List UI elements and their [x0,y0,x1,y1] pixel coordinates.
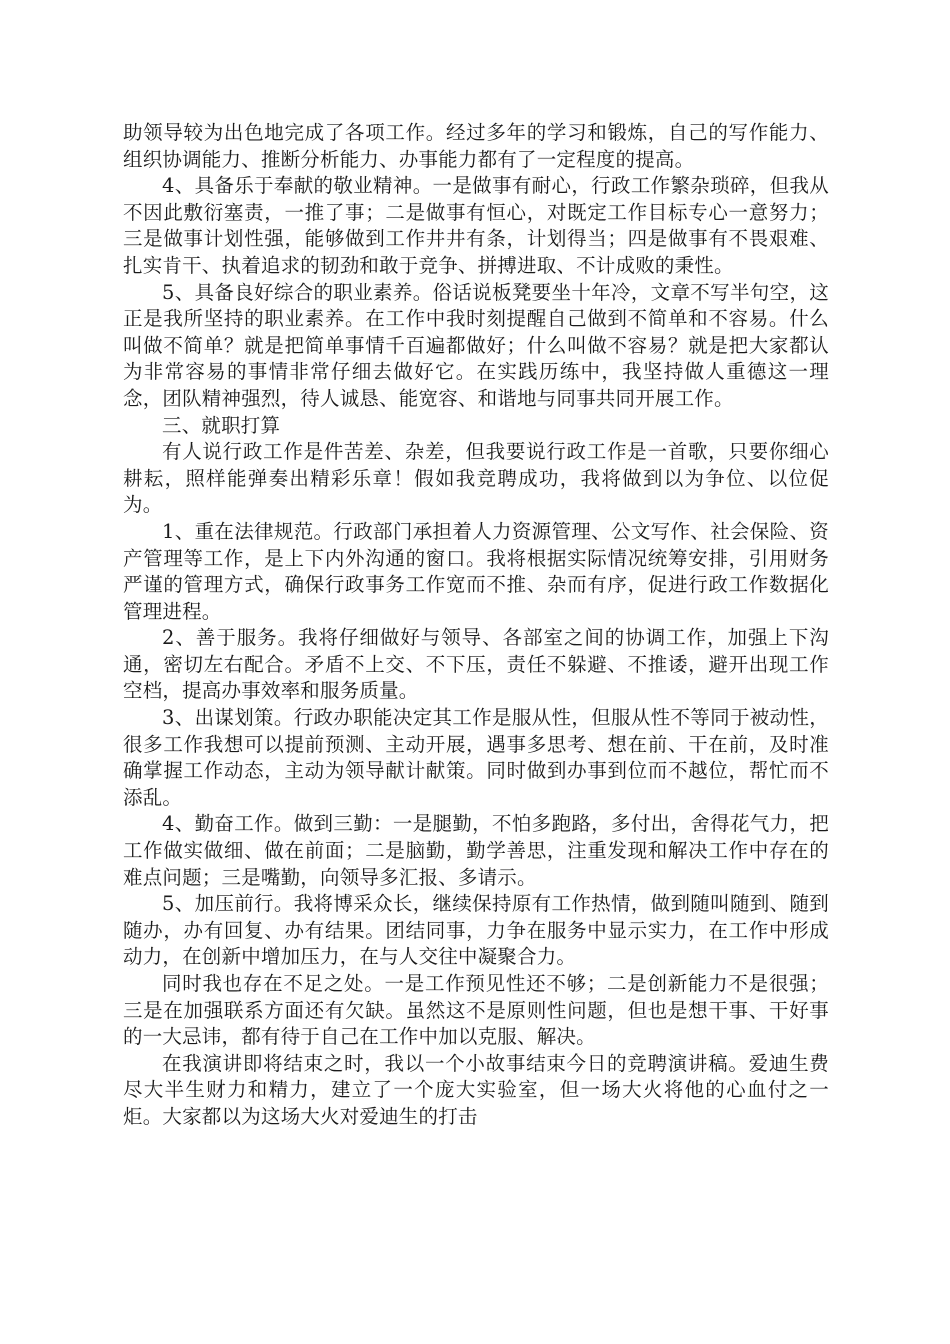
paragraph-dedication: 4、具备乐于奉献的敬业精神。一是做事有耐心，行政工作繁杂琐碎，但我从不因此敷衍塞责，一推了事；二是做事有恒心，对既定工作目标专心一意努力；三是做事计划性强，能够做到工作井井有条，计划得当；四是做事有不畏艰难、扎实肯干、执着追求的韧劲和敢于竞争、拼搏进取、不计成败的秉性。 [123,174,829,277]
paragraph-continuation: 助领导较为出色地完成了各项工作。经过多年的学习和锻炼，自己的写作能力、组织协调能力、推断分析能力、办事能力都有了一定程度的提高。 [123,121,829,171]
paragraph-shortcomings: 同时我也存在不足之处。一是工作预见性还不够；二是创新能力不是很强；三是在加强联系方面还有欠缺。虽然这不是原则性问题，但也是想干事、干好事的一大忌讳，都有待于自己在工作中加以克服、解决。 [123,972,829,1049]
document-body [123,120,829,1131]
section-heading-plan: 三、就职打算 [162,413,281,437]
paragraph-intro-plan: 有人说行政工作是件苦差、杂差，但我要说行政工作是一首歌，只要你细心耕耘，照样能弹奏出精彩乐章！假如我竞聘成功，我将做到以为争位、以位促为。 [123,440,829,517]
paragraph-plan-1: 1、重在法律规范。行政部门承担着人力资源管理、公文写作、社会保险、资产管理等工作，是上下内外沟通的窗口。我将根据实际情况统筹安排，引用财务严谨的管理方式，确保行政事务工作宽而不推、杂而有序，促进行政工作数据化管理进程。 [123,519,829,623]
paragraph-plan-5: 5、加压前行。我将博采众长，继续保持原有工作热情，做到随叫随到、随到随办，办有回复、办有结果。团结同事，力争在服务中显示实力，在工作中形成动力，在创新中增加压力，在与人交往中凝聚合力。 [123,892,829,969]
paragraph-plan-4: 4、勤奋工作。做到三勤：一是腿勤，不怕多跑路，多付出，舍得花气力，把工作做实做细、做在前面；二是脑勤，勤学善思，注重发现和解决工作中存在的难点问题；三是嘴勤，向领导多汇报、多请示。 [123,812,829,889]
paragraph-plan-3: 3、出谋划策。行政办职能决定其工作是服从性，但服从性不等同于被动性，很多工作我想可以提前预测、主动开展，遇事多思考、想在前、干在前，及时准确掌握工作动态，主动为领导献计献策。同时做到办事到位而不越位，帮忙而不添乱。 [123,706,829,809]
paragraph-professional-quality: 5、具备良好综合的职业素养。俗话说板凳要坐十年冷，文章不写半句空，这正是我所坚持的职业素养。在工作中我时刻提醒自己做到不简单和不容易。什么叫做不简单？就是把简单事情千百遍都做好；什么叫做不容易？就是把大家都认为非常容易的事情非常仔细去做好它。在实践历练中，我坚持做人重德这一理念，团队精神强烈，待人诚恳、能宽容、和谐地与同事共同开展工作。 [123,280,829,410]
paragraph-closing-story: 在我演讲即将结束之时，我以一个小故事结束今日的竞聘演讲稿。爱迪生费尽大半生财力和精力，建立了一个庞大实验室，但一场大火将他的心血付之一炬。大家都以为这场大火对爱迪生的打击 [123,1051,829,1128]
paragraph-plan-2: 2、善于服务。我将仔细做好与领导、各部室之间的协调工作，加强上下沟通，密切左右配合。矛盾不上交、不下压，责任不躲避、不推诿，避开出现工作空档，提高办事效率和服务质量。 [123,626,829,703]
